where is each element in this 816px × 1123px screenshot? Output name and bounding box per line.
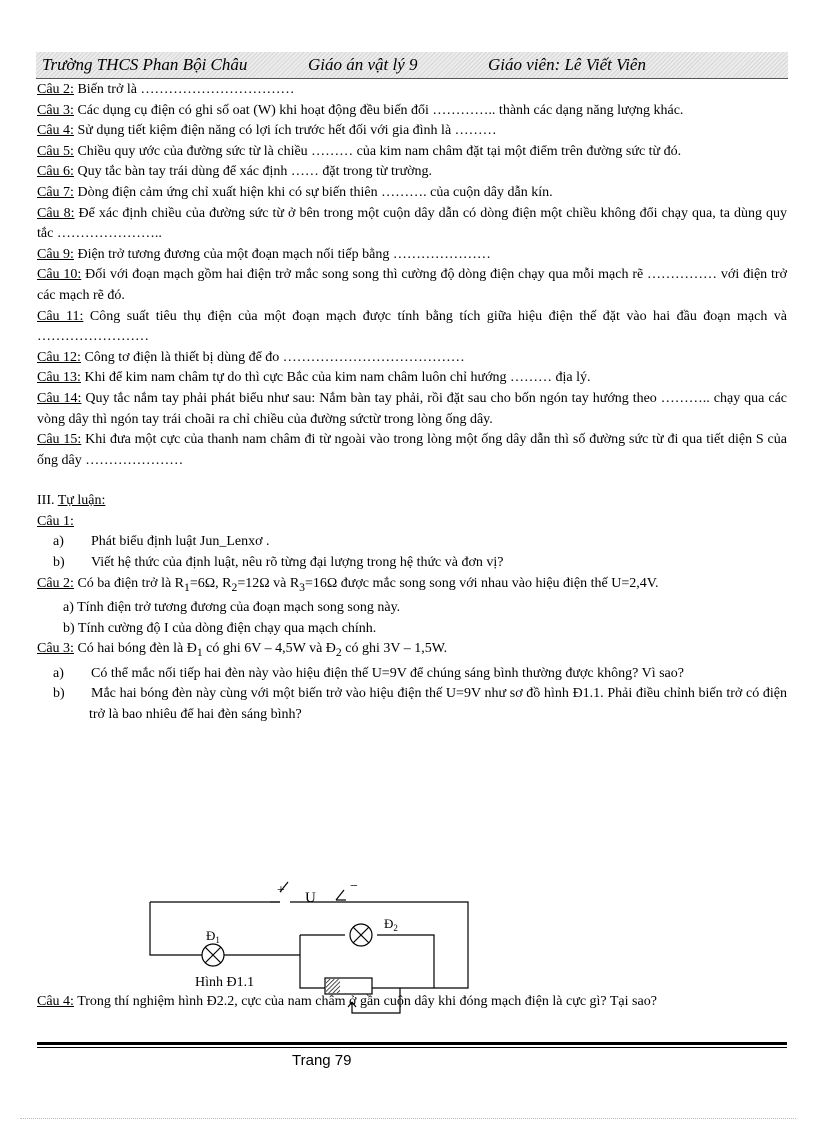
wire-parallel-left <box>300 935 325 988</box>
essay-q1-b: b) Viết hệ thức của định luật, nêu rõ từng đại lượng trong hệ thức và đơn vị? <box>53 555 504 571</box>
footer-rule-thin <box>37 1047 787 1048</box>
essay-q1-a: a) Phát biểu định luật Jun_Lenxơ . <box>53 534 270 550</box>
section-heading: III. Tự luận: <box>37 493 106 509</box>
question-4-block <box>37 992 787 1013</box>
lamp-d1 <box>202 944 224 966</box>
plus-label: + <box>277 883 285 898</box>
question-11: Câu 11: Công suất tiêu thụ điện của một đoạn mạch được tính bằng tích giữa hiệu điện thế đặt vào hai đầu đoạn mạch và …………………… <box>37 308 788 345</box>
document-body <box>37 80 787 725</box>
rheostat-hatch <box>326 979 340 993</box>
wire-left <box>150 902 202 955</box>
essay-q2-a: a) Tính điện trở tương đương của đoạn mạch song song này. <box>63 600 401 616</box>
header-school: Trường THCS Phan Bội Châu <box>42 55 248 74</box>
question-12: Câu 12: Công tơ điện là thiết bị dùng để đo ………………………………… <box>37 349 465 365</box>
question-7: Câu 7: Dòng điện cảm ứng chỉ xuất hiện khi có sự biến thiên ………. của cuộn dây dẫn kín. <box>37 184 553 200</box>
figure-caption: Hình Đ1.1 <box>195 975 255 990</box>
question-2: Câu 2: Biến trở là …………………………… <box>37 82 295 97</box>
page-bottom-border <box>20 1118 796 1119</box>
wire-lamp2-right <box>377 935 434 988</box>
essay-q2-b: b) Tính cường độ I của dòng điện chạy qua mạch chính. <box>63 620 377 636</box>
essay-q1: Câu 1: <box>37 513 74 529</box>
footer-rule-thick <box>37 1042 787 1045</box>
question-8: Câu 8: Để xác định chiều của đường sức từ ở bên trong một cuộn dây dẫn có dòng điện một chiều không đổi chạy qua, ta dùng quy tắc ………………….. <box>37 205 787 242</box>
question-3: Câu 3: Các dụng cụ điện có ghi số oat (W) khi hoạt động đều biến đổi ………….. thành các dạng năng lượng khác. <box>37 102 684 118</box>
lamp-d2 <box>350 924 372 946</box>
question-4: Câu 4: Sử dụng tiết kiệm điện năng có lợi ích trước hết đối với gia đình là ……… <box>37 123 497 139</box>
minus-label: − <box>350 880 358 894</box>
wire-top-right <box>290 902 468 988</box>
page-number: Trang 79 <box>292 1052 352 1069</box>
terminal-minus-line <box>336 890 344 900</box>
question-6: Câu 6: Quy tắc bàn tay trái dùng để xác định …… đặt trong từ trường. <box>37 164 433 180</box>
question-9: Câu 9: Điện trở tương đương của một đoạn mạch nối tiếp bằng ………………… <box>37 246 491 262</box>
essay-q2: Câu 2: Có ba điện trở là $R_1=6\Omega$, $R_2=12\Omega$ và $R_3=16\Omega$ được mắc song song với nhau vào hiệu điện thế U=2,4V. <box>37 575 659 594</box>
essay-q4: Câu 4: Trong thí nghiệm hình Đ2.2, cực của nam châm ở gần cuộn dây khi đóng mạch điện là cực gì? Tại sao? <box>37 994 657 1009</box>
question-5: Câu 5: Chiều quy ước của đường sức từ là chiều ……… của kim nam châm đặt tại một điểm trên đường sức từ đó. <box>37 143 682 159</box>
header-subject: Giáo án vật lý 9 <box>308 55 418 74</box>
essay-q3-a: a) Có thể mắc nối tiếp hai đèn này vào hiệu điện thế U=9V để chúng sáng bình thường được không? Vì sao? <box>53 665 684 681</box>
d1-label: $Đ_1$ <box>206 928 220 945</box>
question-14: Câu 14: Quy tắc nắm tay phải phát biểu như sau: Nắm bàn tay phải, rồi đặt sau cho bốn ngón tay hướng theo ……….. chạy qua các vòng dây thì ngón tay trái choãi ra chỉ chiều của đường sứctừ trong lòng ống dây. <box>37 390 787 427</box>
header-teacher: Giáo viên: Lê Viết Viên <box>488 55 646 74</box>
u-label: U <box>305 890 316 906</box>
question-10: Câu 10: Đối với đoạn mạch gồm hai điện trở mắc song song thì cường độ dòng điện chạy qua mỗi mạch rẽ …………… với điện trở các mạch rẽ đó. <box>37 267 787 303</box>
question-15: Câu 15: Khi đưa một cực của thanh nam châm đi từ ngoài vào trong lòng một ống dây dẫn thì số đường sức từ đi qua tiết diện S của ống dây ………………… <box>37 432 787 468</box>
d2-label: $Đ_2$ <box>384 916 398 933</box>
essay-q3-b: b) Mắc hai bóng đèn này cùng với một biến trở vào hiệu điện thế U=9V như sơ đồ hình Đ1.1. Phải điều chỉnh biến trở có điện trở là bao nhiêu để hai đèn sáng bình? <box>53 686 787 722</box>
page-header <box>36 52 788 79</box>
essay-q3: Câu 3: Có hai bóng đèn là $Đ_1$ có ghi 6V – 4,5W và $Đ_2$ có ghi 3V – 1,5W. <box>37 641 448 660</box>
question-13: Câu 13: Khi để kim nam châm tự do thì cực Bắc của kim nam châm luôn chỉ hướng ……… địa lý. <box>37 370 591 386</box>
